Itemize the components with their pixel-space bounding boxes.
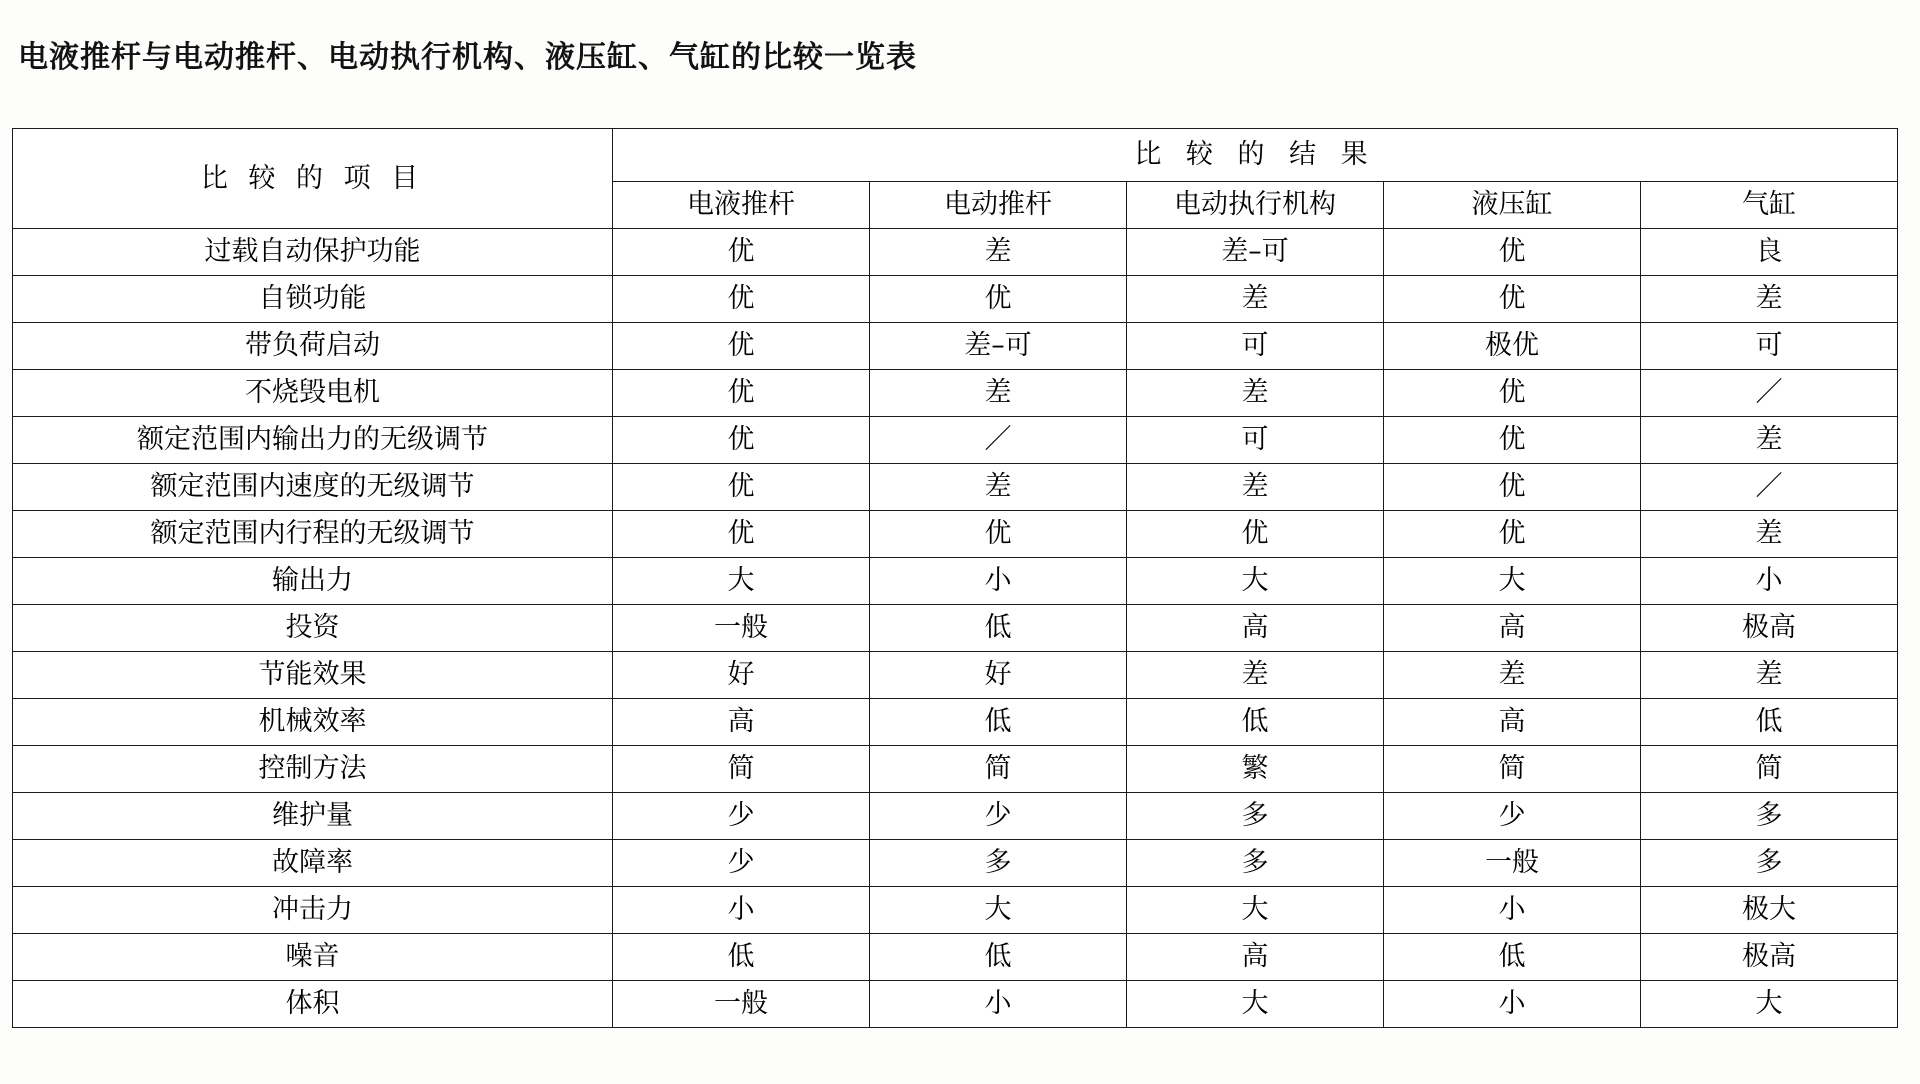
row-item-label: 自锁功能 — [13, 276, 613, 323]
row-value-cell: 优 — [1384, 370, 1641, 417]
row-value-cell: ／ — [870, 417, 1127, 464]
row-value-cell: 优 — [613, 229, 870, 276]
row-value-cell: 少 — [1384, 793, 1641, 840]
row-value-cell: 小 — [1641, 558, 1898, 605]
row-value-cell: 一般 — [613, 605, 870, 652]
table-row — [13, 840, 1898, 887]
row-value-cell: 好 — [613, 652, 870, 699]
row-value-cell: 多 — [1641, 793, 1898, 840]
row-value-cell: 多 — [870, 840, 1127, 887]
row-value-cell: 差 — [1127, 652, 1384, 699]
row-value-cell: 优 — [613, 276, 870, 323]
row-value-cell: 小 — [1384, 981, 1641, 1028]
row-item-label: 投资 — [13, 605, 613, 652]
table-row — [13, 981, 1898, 1028]
row-value-cell: 低 — [870, 934, 1127, 981]
row-item-label: 额定范围内速度的无级调节 — [13, 464, 613, 511]
table-row — [13, 699, 1898, 746]
comparison-table — [12, 128, 1898, 1028]
row-value-cell: 良 — [1641, 229, 1898, 276]
row-value-cell: 差–可 — [870, 323, 1127, 370]
row-item-label: 机械效率 — [13, 699, 613, 746]
row-value-cell: 简 — [1384, 746, 1641, 793]
row-value-cell: 少 — [870, 793, 1127, 840]
row-item-label: 带负荷启动 — [13, 323, 613, 370]
column-header-1: 电动推杆 — [870, 182, 1127, 229]
row-value-cell: 差 — [1127, 370, 1384, 417]
row-value-cell: 低 — [1384, 934, 1641, 981]
table-row — [13, 652, 1898, 699]
table-row — [13, 464, 1898, 511]
row-value-cell: 低 — [1127, 699, 1384, 746]
table-row — [13, 605, 1898, 652]
row-value-cell: 优 — [1127, 511, 1384, 558]
row-item-label: 控制方法 — [13, 746, 613, 793]
row-item-label: 维护量 — [13, 793, 613, 840]
table-row — [13, 276, 1898, 323]
row-value-cell: 小 — [870, 558, 1127, 605]
row-item-label: 额定范围内行程的无级调节 — [13, 511, 613, 558]
row-value-cell: 优 — [870, 276, 1127, 323]
column-header-4: 气缸 — [1641, 182, 1898, 229]
row-value-cell: 低 — [870, 605, 1127, 652]
comparison-table-wrapper — [12, 128, 1898, 1028]
row-value-cell: 差 — [1641, 417, 1898, 464]
row-value-cell: 繁 — [1127, 746, 1384, 793]
row-value-cell: 一般 — [1384, 840, 1641, 887]
table-row — [13, 934, 1898, 981]
row-value-cell: 高 — [1384, 605, 1641, 652]
row-value-cell: 大 — [613, 558, 870, 605]
row-value-cell: 大 — [1384, 558, 1641, 605]
table-header-top — [13, 129, 1898, 182]
row-item-label: 体积 — [13, 981, 613, 1028]
table-row — [13, 793, 1898, 840]
row-value-cell: 大 — [1127, 887, 1384, 934]
table-row — [13, 323, 1898, 370]
row-value-cell: 多 — [1641, 840, 1898, 887]
row-item-label: 噪音 — [13, 934, 613, 981]
column-header-0: 电液推杆 — [613, 182, 870, 229]
row-value-cell: 可 — [1127, 417, 1384, 464]
row-value-cell: 少 — [613, 793, 870, 840]
column-header-2: 电动执行机构 — [1127, 182, 1384, 229]
row-value-cell: 简 — [1641, 746, 1898, 793]
row-item-label: 额定范围内输出力的无级调节 — [13, 417, 613, 464]
row-value-cell: 优 — [1384, 464, 1641, 511]
row-value-cell: 优 — [613, 370, 870, 417]
table-row — [13, 887, 1898, 934]
row-value-cell: 简 — [870, 746, 1127, 793]
row-item-label: 不烧毁电机 — [13, 370, 613, 417]
row-value-cell: 一般 — [613, 981, 870, 1028]
row-value-cell: 大 — [1127, 981, 1384, 1028]
table-row — [13, 511, 1898, 558]
row-value-cell: 低 — [1641, 699, 1898, 746]
row-value-cell: 小 — [870, 981, 1127, 1028]
row-value-cell: 小 — [613, 887, 870, 934]
row-value-cell: 差 — [1384, 652, 1641, 699]
row-value-cell: 大 — [1641, 981, 1898, 1028]
table-row — [13, 370, 1898, 417]
row-value-cell: 优 — [1384, 276, 1641, 323]
row-value-cell: 小 — [1384, 887, 1641, 934]
row-value-cell: 好 — [870, 652, 1127, 699]
row-value-cell: 大 — [870, 887, 1127, 934]
row-item-label: 输出力 — [13, 558, 613, 605]
row-value-cell: 高 — [1384, 699, 1641, 746]
row-value-cell: 差 — [870, 370, 1127, 417]
row-item-label: 过载自动保护功能 — [13, 229, 613, 276]
table-row — [13, 746, 1898, 793]
row-value-cell: 优 — [613, 417, 870, 464]
row-value-cell: 差 — [870, 464, 1127, 511]
row-value-cell: 高 — [1127, 934, 1384, 981]
row-value-cell: 极优 — [1384, 323, 1641, 370]
row-value-cell: 极高 — [1641, 934, 1898, 981]
row-value-cell: 优 — [613, 511, 870, 558]
row-value-cell: 差 — [1641, 276, 1898, 323]
row-value-cell: 多 — [1127, 840, 1384, 887]
row-value-cell: 高 — [613, 699, 870, 746]
row-value-cell: ／ — [1641, 464, 1898, 511]
row-value-cell: 优 — [1384, 511, 1641, 558]
row-value-cell: 差 — [1641, 511, 1898, 558]
row-value-cell: 优 — [870, 511, 1127, 558]
row-value-cell: 优 — [613, 323, 870, 370]
column-header-3: 液压缸 — [1384, 182, 1641, 229]
row-value-cell: 优 — [1384, 229, 1641, 276]
row-value-cell: 大 — [1127, 558, 1384, 605]
row-item-label: 冲击力 — [13, 887, 613, 934]
row-value-cell: 可 — [1127, 323, 1384, 370]
column-header-result: 比 较 的 结 果 — [613, 129, 1898, 182]
row-value-cell: 高 — [1127, 605, 1384, 652]
row-value-cell: 优 — [613, 464, 870, 511]
row-value-cell: 差 — [1127, 276, 1384, 323]
row-value-cell: 差 — [870, 229, 1127, 276]
row-value-cell: ／ — [1641, 370, 1898, 417]
column-header-item: 比 较 的 项 目 — [13, 129, 613, 229]
table-row — [13, 417, 1898, 464]
row-value-cell: 极高 — [1641, 605, 1898, 652]
row-value-cell: 简 — [613, 746, 870, 793]
row-item-label: 节能效果 — [13, 652, 613, 699]
row-value-cell: 优 — [1384, 417, 1641, 464]
row-value-cell: 少 — [613, 840, 870, 887]
row-value-cell: 低 — [613, 934, 870, 981]
row-value-cell: 低 — [870, 699, 1127, 746]
table-row — [13, 229, 1898, 276]
page-title: 电液推杆与电动推杆、电动执行机构、液压缸、气缸的比较一览表 — [18, 40, 917, 75]
row-value-cell: 差–可 — [1127, 229, 1384, 276]
row-value-cell: 极大 — [1641, 887, 1898, 934]
row-value-cell: 多 — [1127, 793, 1384, 840]
row-value-cell: 可 — [1641, 323, 1898, 370]
table-row — [13, 558, 1898, 605]
row-value-cell: 差 — [1641, 652, 1898, 699]
row-value-cell: 差 — [1127, 464, 1384, 511]
row-item-label: 故障率 — [13, 840, 613, 887]
